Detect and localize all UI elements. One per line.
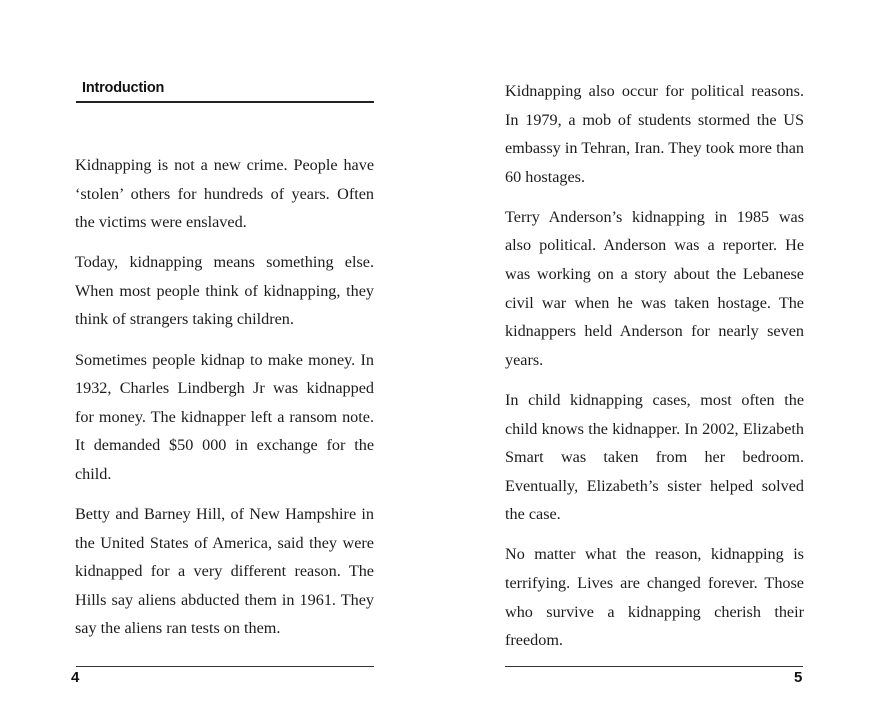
footer-rule	[505, 666, 803, 667]
page-number: 4	[71, 669, 80, 686]
right-page-body	[505, 77, 804, 666]
paragraph: Sometimes people kidnap to make money. In 1932, Charles Lindbergh Jr was kidnapped for money. The kidnapper left a ransom note. It demanded $50 000 in exchange for the child.	[75, 350, 374, 483]
paragraph: Kidnapping is not a new crime. People have ‘stolen’ others for hundreds of years. Often the victims were enslaved.	[75, 156, 374, 232]
paragraph: No matter what the reason, kidnapping is terrifying. Lives are changed forever. Those who survive a kidnapping cherish their freedom.	[505, 545, 804, 650]
paragraph: Betty and Barney Hill, of New Hampshire in the United States of America, said they were kidnapped for a very different reason. The Hills say aliens abducted them in 1961. They say the aliens ran tests on them.	[75, 505, 374, 638]
heading-underline	[76, 101, 374, 103]
chapter-heading: Introduction	[82, 80, 165, 96]
paragraph: Terry Anderson’s kidnapping in 1985 was also political. Anderson was a reporter. He was working on a story about the Lebanese civil war when he was taken hostage. The kidnappers held Anderson for nearly seven years.	[505, 207, 804, 369]
page-number: 5	[794, 669, 803, 686]
paragraph: In child kidnapping cases, most often the child knows the kidnapper. In 2002, Elizabeth Smart was taken from her bedroom. Eventually, Elizabeth’s sister helped solved the case.	[505, 390, 804, 524]
paragraph: Today, kidnapping means something else. When most people think of kidnapping, they think of strangers taking children.	[75, 253, 374, 329]
left-page-body	[75, 151, 374, 655]
paragraph: Kidnapping also occur for political reasons. In 1979, a mob of students stormed the US embassy in Tehran, Iran. They took more than 60 hostages.	[505, 82, 804, 186]
footer-rule	[76, 666, 374, 667]
